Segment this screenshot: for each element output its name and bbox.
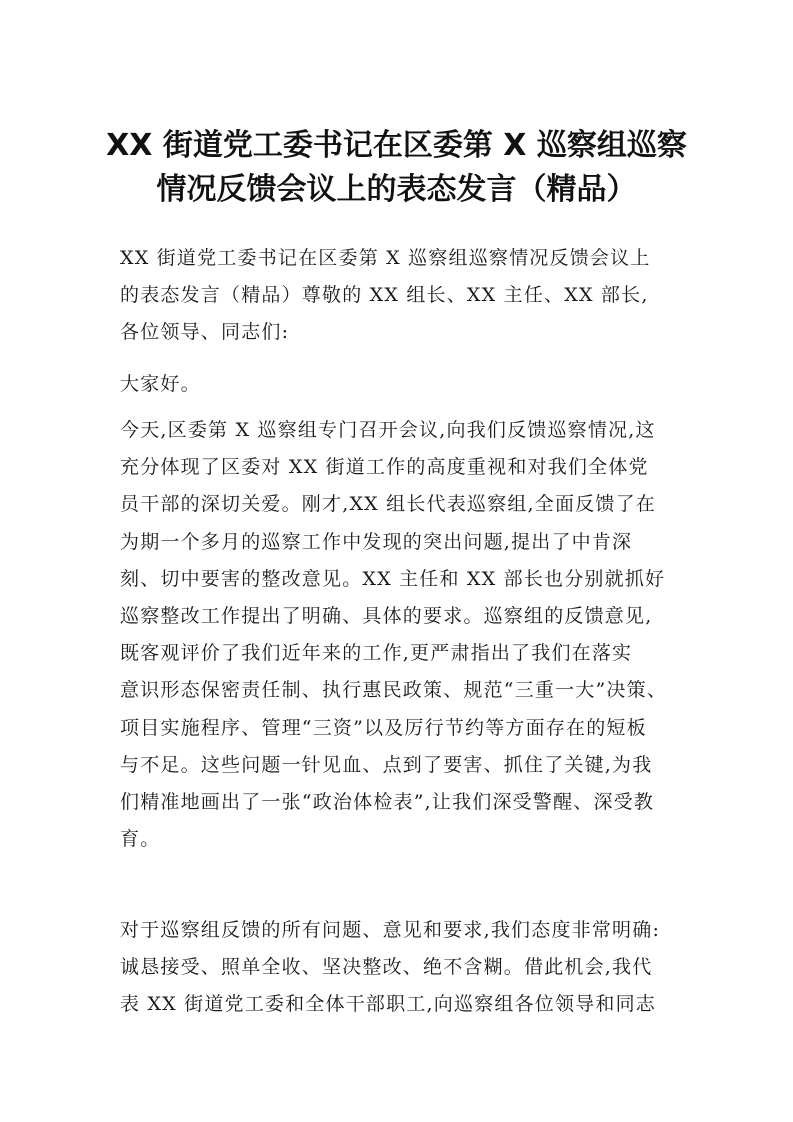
text-line: 意识形态保密责任制、执行惠民政策、规范“三重一大”决策、 bbox=[120, 679, 668, 702]
text-line: 各位领导、同志们: bbox=[120, 321, 290, 344]
text-line: XX 街道党工委书记在区委第 X 巡察组巡察情况反馈会议上 bbox=[120, 247, 651, 269]
paragraph-body-1 bbox=[120, 412, 680, 858]
text-line: 大家好。 bbox=[120, 373, 201, 395]
text-line: 巡察整改工作提出了明确、具体的要求。巡察组的反馈意见, bbox=[120, 604, 653, 627]
text-line: 今天,区委第 X 巡察组专门召开会议,向我们反馈巡察情况,这 bbox=[120, 419, 656, 441]
paragraph-salutation bbox=[120, 240, 680, 352]
text-line: 表 XX 街道党工委和全体干部职工,向巡察组各位领导和同志 bbox=[120, 993, 656, 1016]
text-line: 刻、切中要害的整改意见。XX 主任和 XX 部长也分别就抓好 bbox=[120, 567, 666, 590]
text-line: 的表态发言（精品）尊敬的 XX 组长、XX 主任、XX 部长, bbox=[120, 284, 649, 307]
document-title-line-1: XX 街道党工委书记在区委第 X 巡察组巡察 bbox=[106, 128, 687, 163]
text-line: 为期一个多月的巡察工作中发现的突出问题,提出了中肯深 bbox=[120, 530, 633, 553]
text-line: 诚恳接受、照单全收、坚决整改、绝不含糊。借此机会,我代 bbox=[120, 956, 653, 979]
text-line: 对于巡察组反馈的所有问题、意见和要求,我们态度非常明确: bbox=[120, 919, 661, 941]
text-line: 育。 bbox=[120, 828, 161, 851]
text-line: 与不足。这些问题一针见血、点到了要害、抓住了关键,为我 bbox=[120, 753, 653, 776]
paragraph-body-2 bbox=[120, 912, 680, 1024]
text-line: 员干部的深切关爱。刚才,XX 组长代表巡察组,全面反馈了在 bbox=[120, 493, 656, 516]
paragraph-greeting bbox=[120, 366, 680, 403]
text-line: 们精准地画出了一张“政治体检表”,让我们深受警醒、深受教 bbox=[120, 790, 655, 813]
text-line: 既客观评价了我们近年来的工作,更严肃指出了我们在落实 bbox=[120, 642, 633, 665]
text-line: 充分体现了区委对 XX 街道工作的高度重视和对我们全体党 bbox=[120, 456, 649, 479]
text-line: 项目实施程序、管理“三资”以及厉行节约等方面存在的短板 bbox=[120, 716, 647, 739]
document-title-line-2: 情况反馈会议上的表态发言（精品） bbox=[156, 172, 637, 207]
